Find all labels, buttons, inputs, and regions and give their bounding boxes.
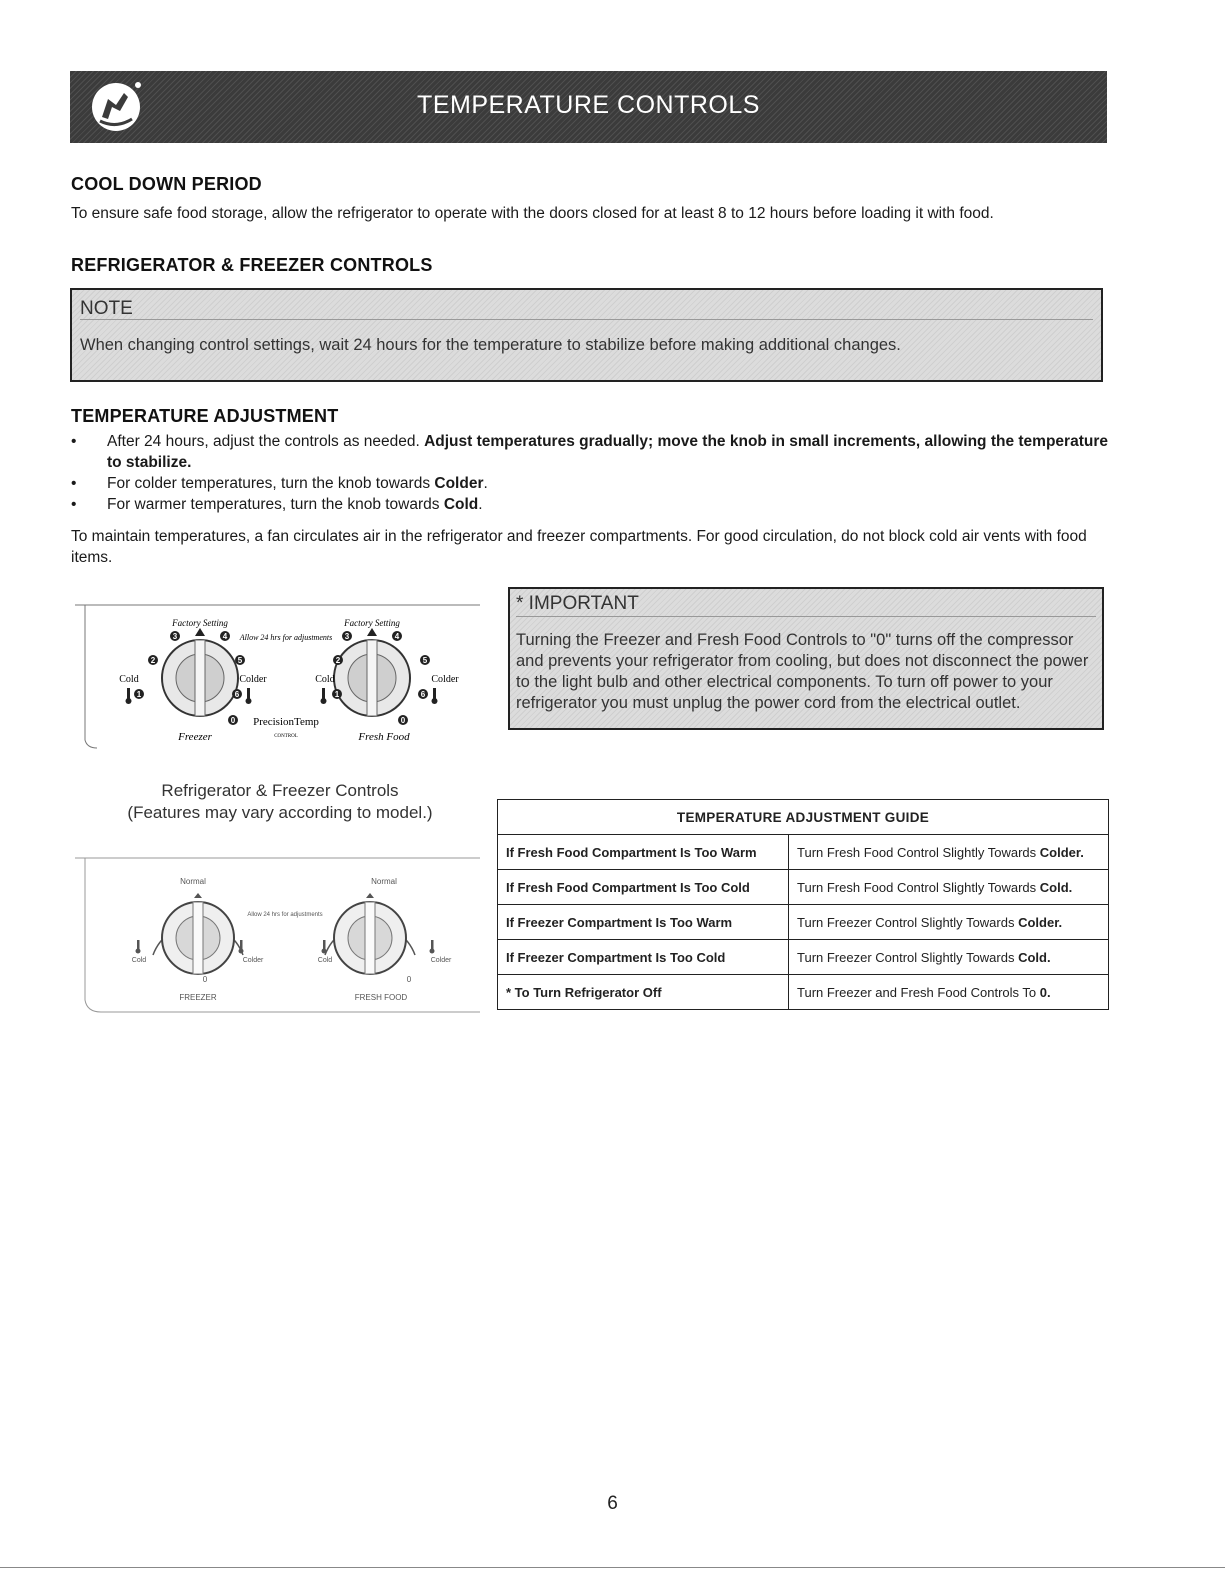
freezer-normal-label: Normal [180,877,206,886]
precisiontemp-sub: CONTROL [274,734,298,739]
page-bottom-rule [0,1567,1225,1568]
dial-number: 6 [420,690,426,699]
condition-cell: * To Turn Refrigerator Off [498,975,789,1010]
bullet-icon: • [71,496,77,513]
freezer-zero-label: 0 [202,975,208,984]
condition-cell: If Fresh Food Compartment Is Too Warm [498,835,789,870]
important-divider [516,616,1096,617]
freezer-label: FREEZER [179,993,217,1002]
condition-cell: If Freezer Compartment Is Too Warm [498,905,789,940]
fresh-food-dial [325,893,415,974]
fresh-cold-label: Cold [315,674,335,685]
dial-number: 3 [172,632,178,641]
figure-caption-line2: (Features may vary according to model.) [127,803,433,822]
dial-number: 4 [394,632,400,641]
condition-cell: If Freezer Compartment Is Too Cold [498,940,789,975]
fresh-food-dial [334,628,410,716]
cool-down-text: To ensure safe food storage, allow the refrigerator to operate with the doors closed for at least 8 to 12 hours before loading it with food. [71,205,994,222]
fresh-cold-label: Cold [317,957,333,964]
dial-number: 1 [334,690,340,699]
fresh-normal-label: Normal [371,877,397,886]
cool-down-heading: COOL DOWN PERIOD [71,174,262,194]
fresh-colder-label: Colder [430,957,452,964]
action-cell: Turn Freezer Control Slightly Towards Cold. [789,940,1109,975]
condition-cell: If Fresh Food Compartment Is Too Cold [498,870,789,905]
list-item: • For warmer temperatures, turn the knob towards Cold. [71,496,483,513]
dial-number: 2 [150,656,156,665]
dial-number: 1 [136,690,142,699]
figure-caption-line1: Refrigerator & Freezer Controls [161,781,399,800]
table-title: TEMPERATURE ADJUSTMENT GUIDE [498,800,1109,835]
allow-note: Allow 24 hrs for adjustments [239,633,333,642]
fresh-factory-setting: Factory Setting [344,618,400,628]
table-row [498,940,1109,975]
adjustment-text: To maintain temperatures, a fan circulates air in the refrigerator and freezer compartments. For good circulation, do not block cold air vents with food items. [71,528,1087,566]
precisiontemp-controls-diagram [75,590,480,750]
dial-number: 6 [234,690,240,699]
freezer-cold-label: Cold [119,674,139,685]
important-text: Turning the Freezer and Fresh Food Controls to "0" turns off the compressor and prevents your refrigerator from cooling, but does not disconnect the power to the light bulb and other electrical components. To turn off power to your refrigerator you must unplug the power cord from the electrical outlet. [516,631,1089,712]
fresh-colder-label: Colder [431,674,459,685]
freezer-colder-label: Colder [239,674,267,685]
allow-note: Allow 24 hrs for adjustments [247,912,323,918]
note-text: When changing control settings, wait 24 hours for the temperature to stabilize before making additional changes. [80,336,901,354]
precisiontemp-brand: PrecisionTemp [253,716,319,728]
freezer-dial [162,628,238,716]
note-title: NOTE [80,298,133,319]
fresh-food-label: Fresh Food [358,731,410,743]
table-row [498,975,1109,1010]
table-row [498,835,1109,870]
dial-number: 4 [222,632,228,641]
important-box [508,587,1104,730]
important-title: * IMPORTANT [516,593,639,614]
action-cell: Turn Fresh Food Control Slightly Towards Cold. [789,870,1109,905]
freezer-cold-label: Cold [131,957,147,964]
normal-controls-diagram [75,840,480,1020]
freezer-factory-setting: Factory Setting [172,618,228,628]
table-row [498,905,1109,940]
action-cell: Turn Fresh Food Control Slightly Towards Colder. [789,835,1109,870]
action-cell: Turn Freezer Control Slightly Towards Colder. [789,905,1109,940]
freezer-label: Freezer [178,731,212,743]
page-number: 6 [607,1493,618,1514]
fresh-zero-label: 0 [406,975,412,984]
adjustment-bullets [71,431,1121,515]
section-banner [70,71,1107,143]
dial-number: 2 [335,656,341,665]
dial-number: 0 [400,716,406,725]
table-header-row [498,800,1109,835]
note-box [70,288,1103,382]
adjustment-heading: TEMPERATURE ADJUSTMENT [71,406,339,426]
dial-number: 5 [422,656,428,665]
page-title: TEMPERATURE CONTROLS [417,91,760,119]
list-item: • After 24 hours, adjust the controls as needed. Adjust temperatures gradually; move the knob in small increments, allowing the temperature to stabilize. [71,433,1108,471]
action-cell: Turn Freezer and Fresh Food Controls To 0. [789,975,1109,1010]
bullet-icon: • [71,475,77,492]
dial-number: 5 [237,656,243,665]
freezer-dial [153,893,243,974]
dial-number: 3 [344,632,350,641]
list-item: • For colder temperatures, turn the knob towards Colder. [71,475,488,492]
table-row [498,870,1109,905]
fresh-food-label: FRESH FOOD [354,993,408,1002]
note-divider [80,319,1093,320]
controls-heading: REFRIGERATOR & FREEZER CONTROLS [71,255,433,275]
dial-number: 0 [230,716,236,725]
freezer-colder-label: Colder [242,957,264,964]
bullet-icon: • [71,433,77,450]
temperature-adjustment-guide-table [497,799,1109,1010]
